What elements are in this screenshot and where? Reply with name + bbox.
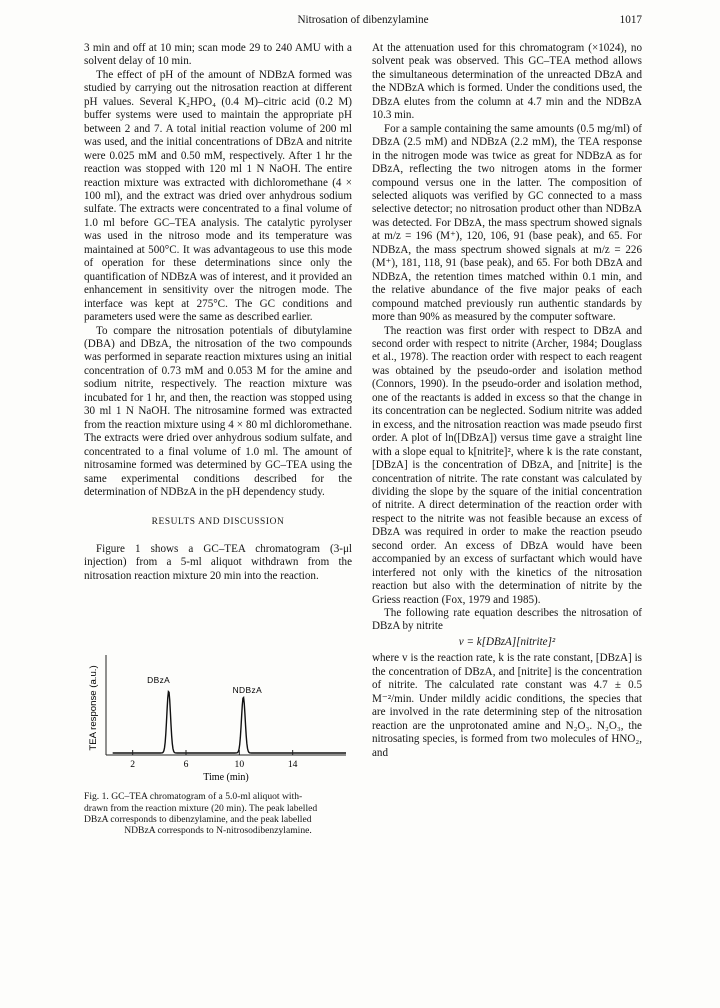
paragraph: The effect of pH of the amount of NDBzA formed was studied by carrying out the nitrosation reaction at different pH values. Several K₂HPO₄ (0.4 M)–citric acid (0.2 M) buffer systems were used to maintain the appropriate pH between 2 and 7. A total initial reaction volume of 200 ml was used, and the initial concentrations of DBzA and nitrite were 0.025 mM and 0.50 mM, respectively. After 1 hr the reaction was stopped with 120 ml 1 N NaOH. The entire reaction mixture was extracted with dichloromethane (4 × 100 ml), and the extract was dried over anhydrous sodium sulfate. The extracts were concentrated to a final volume of 1.0 ml before GC–TEA analysis. The catalytic pyrolyser was used in the nitroso mode and its temperature was maintained at 500°C. It was advantageous to use this mode of operation for these determinations since only the quantification of NDBzA was of interest, and it provided an enhancement in sensitivity over the nitrogen mode. The interface was kept at 275°C. The GC conditions and parameters used were the same as described earlier.	[84, 68, 352, 324]
x-tick-label: 14	[287, 759, 298, 771]
right-column	[372, 42, 642, 760]
x-tick-label: 6	[183, 759, 189, 771]
caption-line: Fig. 1. GC–TEA chromatogram of a 5.0-ml aliquot with-	[84, 791, 303, 803]
figure-caption	[84, 787, 352, 837]
paragraph: At the attenuation used for this chromatogram (×1024), no solvent peak was observed. This GC–TEA method allows the simultaneous determination of the unreacted DBzA and the NDBzA which is formed. Under the conditions used, the DBzA elutes from the column at 4.7 min and the NDBzA 10.3 min.	[372, 42, 642, 122]
figure-1	[84, 633, 352, 845]
paragraph: Figure 1 shows a GC–TEA chromatogram (3-μl injection) from a 5-ml aliquot withdrawn from the nitrosation reaction mixture 20 min into the reaction.	[84, 542, 352, 582]
paragraph: To compare the nitrosation potentials of dibutylamine (DBA) and DBzA, the nitrosation of the two compounds was performed in separate reaction mixtures using an initial concentration of 0.73 mM and 0.053 M for the amine and sodium nitrite, respectively. The reaction mixture was incubated for 1 hr, and then, the reaction was stopped using 30 ml 1 N NaOH. The nitrosamine formed was extracted from the reaction mixture using 4 × 80 ml dichloromethane. The extracts were dried over anhydrous sodium sulfate, and concentrated to a final volume of 1.0 ml. The amount of nitrosamine formed was determined by GC–TEA using the same experimental conditions described for the determination of NDBzA in the pH dependency study.	[84, 324, 352, 498]
paragraph: where v is the reaction rate, k is the rate constant, [DBzA] is the concentration of DBzA, and [nitrite] is the concentration of nitrite. The calculated rate constant was 4.7 ± 0.5 M⁻²/min. Under mildly acidic conditions, the species that are involved in the rate determining step of the nitrosation reaction are the unprotonated amine and N₂O₃. N₂O₃, the nitrosating species, is formed from two molecules of HNO₂, and	[372, 652, 642, 759]
x-axis-label: Time (min)	[203, 772, 249, 784]
page-number: 1017	[619, 14, 642, 26]
y-axis-label: TEA response (a.u.)	[88, 665, 99, 751]
paragraph: The following rate equation describes the nitrosation of DBzA by nitrite	[372, 607, 642, 633]
paragraph: For a sample containing the same amounts (0.5 mg/ml) of DBzA (2.5 mM) and NDBzA (2.2 mM), the TEA response in the nitrogen mode was twice as great for NDBzA as for DBzA, reflecting the two nitrogen atoms in the former compound versus one in the latter. The composition of selected aliquots was verified by GC connected to a mass selective detector; no nitrosation product other than NDBzA was detected. For DBzA, the mass spectrum showed signals at m/z = 196 (M⁺), 120, 106, 91 (base peak), and 65. For NDBzA, the mass spectrum showed signals at m/z = 226 (M⁺), 181, 118, 91 (base peak), and 65. For both DBzA and NDBzA, the retention times matched within 0.1 min, and the relative abundance of the five major peaks of each compound matched previously run authentic standards by more than 90% as measured by the computer software.	[372, 122, 642, 324]
running-header	[84, 14, 642, 30]
caption-line: NDBzA corresponds to N-nitrosodibenzylamine.	[124, 825, 312, 837]
left-column	[84, 42, 352, 845]
chromatogram-chart	[84, 633, 352, 783]
section-heading: RESULTS AND DISCUSSION	[151, 517, 285, 528]
paragraph: The reaction was first order with respect to DBzA and second order with respect to nitrite (Archer, 1984; Douglass et al., 1978). The reaction order with respect to each reagent was obtained by the pseudo-order and isolation method (Connors, 1990). In the pseudo-order and isolation method, one of the reactants is added in excess so that the change in its concentration can be neglected. Sodium nitrite was added in excess, and the nitrosation reaction was made pseudo first order. A plot of ln([DBzA]) versus time gave a straight line with a slope equal to k[nitrite]², where k is the rate constant, [DBzA] is the concentration of DBzA, and [nitrite] is the concentration of nitrite. The rate constant was calculated by dividing the slope by the square of the initial concentration of nitrite. A direct determination of the reaction order with respect to the nitrite was not feasible because an excess of DBzA was required in order to make the reaction pseudo second order. An excess of DBzA would have been accompanied by an excess of surfactant which would have interfered not only with the kinetics of the nitrosation reaction but also with the determination of nitrite by the Griess reaction (Fox, 1979 and 1985).	[372, 324, 642, 606]
peak-label: NDBzA	[232, 685, 263, 696]
caption-line: DBzA corresponds to dibenzylamine, and the peak labelled	[84, 814, 312, 826]
x-tick-label: 10	[234, 759, 245, 771]
rate-equation: v = k[DBzA][nitrite]²	[458, 635, 556, 648]
caption-line: drawn from the reaction mixture (20 min). The peak labelled	[84, 802, 318, 814]
x-tick-label: 2	[130, 759, 136, 771]
chromatogram-trace	[113, 692, 346, 753]
running-title: Nitrosation of dibenzylamine	[297, 14, 429, 26]
peak-label: DBzA	[147, 675, 171, 686]
paragraph: 3 min and off at 10 min; scan mode 29 to 240 AMU with a solvent delay of 10 min.	[84, 42, 352, 68]
